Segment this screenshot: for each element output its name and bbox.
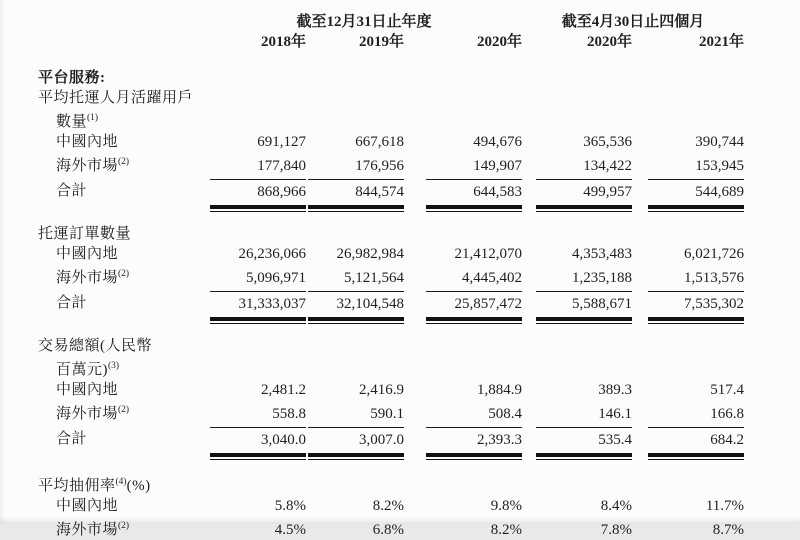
- total-rule: [536, 179, 632, 212]
- table-row: [38, 108, 744, 132]
- total-rule: [210, 427, 306, 460]
- cell-value: [632, 244, 744, 264]
- cell-value: [306, 516, 404, 540]
- data-value: 146.1: [598, 406, 633, 422]
- cell-value: [522, 496, 632, 516]
- section-spacer: [38, 212, 744, 224]
- row-label: 平台服務:: [38, 70, 106, 86]
- row-label: 中國內地: [56, 246, 119, 262]
- table-row: [38, 244, 744, 264]
- cell-value: [306, 244, 404, 264]
- year-column-header: 2021年: [699, 34, 745, 50]
- row-label: 合計: [56, 431, 88, 447]
- empty-cell: [206, 336, 744, 356]
- cell-value: [522, 152, 632, 176]
- total-rule: [308, 427, 404, 460]
- total-rule: [426, 291, 522, 324]
- cell-value: [306, 496, 404, 516]
- cell-value: [206, 516, 306, 540]
- section-spacer: [38, 56, 744, 68]
- data-value: 5,096,971: [246, 270, 306, 286]
- cell-value: [206, 264, 306, 288]
- cell-value: [306, 400, 404, 424]
- data-value: 5,121,564: [344, 270, 404, 286]
- total-value: 499,957: [583, 184, 633, 200]
- total-value: 544,689: [695, 184, 745, 200]
- total-value: 684.2: [710, 432, 745, 448]
- data-value: 7.8%: [600, 522, 633, 538]
- table-row: [38, 336, 744, 356]
- data-value: 21,412,070: [454, 246, 523, 262]
- section-spacer: [38, 460, 744, 472]
- cell-value: [522, 176, 632, 212]
- cell-value: [404, 424, 522, 460]
- data-value: 2,416.9: [359, 382, 404, 398]
- footnote-marker: (1): [87, 113, 99, 123]
- total-value: 25,857,472: [454, 296, 523, 312]
- row-label: 百萬元)$^{(3)}$: [56, 361, 120, 378]
- cell-value: [404, 264, 522, 288]
- data-value: 166.8: [710, 406, 745, 422]
- data-value: 8.4%: [600, 498, 633, 514]
- row-label: 海外市場$^{(2)}$: [56, 405, 130, 422]
- table-row: [38, 152, 744, 176]
- empty-cell: [206, 108, 744, 132]
- table-row: [38, 424, 744, 460]
- cell-value: [206, 380, 306, 400]
- data-value: 149,907: [473, 158, 523, 174]
- cell-value: [404, 152, 522, 176]
- table-row: [38, 400, 744, 424]
- total-rule: [308, 179, 404, 212]
- section-spacer: [38, 324, 744, 336]
- cell-value: [632, 152, 744, 176]
- cell-value: [404, 244, 522, 264]
- total-rule: [426, 179, 522, 212]
- cell-value: [206, 244, 306, 264]
- data-value: 390,744: [695, 134, 745, 150]
- data-value: 153,945: [695, 158, 745, 174]
- footnote-marker: (2): [118, 157, 130, 167]
- data-value: 494,676: [473, 134, 523, 150]
- total-rule: [648, 427, 744, 460]
- cell-value: [522, 288, 632, 324]
- cell-value: [206, 496, 306, 516]
- row-label: 合計: [56, 295, 88, 311]
- cell-value: [206, 400, 306, 424]
- cell-value: [404, 380, 522, 400]
- cell-value: [522, 244, 632, 264]
- total-value: 644,583: [473, 184, 523, 200]
- cell-value: [206, 424, 306, 460]
- data-value: 1,235,188: [572, 270, 633, 286]
- section-spacer-cell: [38, 56, 744, 68]
- table-row: [38, 132, 744, 152]
- table-header: [38, 12, 744, 56]
- data-value: 1,513,576: [684, 270, 745, 286]
- cell-value: [632, 380, 744, 400]
- cell-value: [306, 176, 404, 212]
- total-value: 535.4: [598, 432, 633, 448]
- section-spacer-cell: [38, 460, 744, 472]
- total-value: 868,966: [257, 184, 306, 200]
- data-value: 8.7%: [712, 522, 745, 538]
- footnote-marker: (2): [118, 269, 130, 279]
- table-row: [38, 264, 744, 288]
- column-group-header: 截至4月30日止四個月: [561, 14, 705, 30]
- cell-value: [632, 496, 744, 516]
- header-years-row: [38, 32, 744, 56]
- data-value: 8.2%: [490, 522, 523, 538]
- row-label: 交易總額(人民幣: [38, 338, 152, 354]
- data-value: 4,353,483: [572, 246, 633, 262]
- row-label: 平均抽佣率$^{(4)}$(%): [38, 477, 151, 494]
- total-value: 3,007.0: [359, 432, 404, 448]
- cell-value: [206, 176, 306, 212]
- total-value: 7,535,302: [684, 296, 745, 312]
- data-value: 2,481.2: [261, 382, 306, 398]
- cell-value: [306, 264, 404, 288]
- data-value: 517.4: [710, 382, 745, 398]
- data-value: 134,422: [583, 158, 633, 174]
- data-value: 508.4: [488, 406, 523, 422]
- data-value: 177,840: [257, 158, 306, 174]
- data-value: 389.3: [598, 382, 633, 398]
- cell-value: [632, 264, 744, 288]
- cell-value: [404, 288, 522, 324]
- total-rule: [308, 291, 404, 324]
- cell-value: [404, 132, 522, 152]
- data-value: 4.5%: [274, 522, 306, 538]
- data-value: 590.1: [370, 406, 404, 422]
- total-value: 5,588,671: [572, 296, 633, 312]
- row-label: 海外市場$^{(2)}$: [56, 157, 130, 174]
- column-group-header: 截至12月31日止年度: [296, 14, 432, 30]
- cell-value: [404, 516, 522, 540]
- cell-value: [632, 516, 744, 540]
- section-spacer-cell: [38, 324, 744, 336]
- cell-value: [306, 152, 404, 176]
- cell-value: [404, 400, 522, 424]
- total-value: 844,574: [355, 184, 404, 200]
- total-rule: [536, 291, 632, 324]
- table-row: [38, 516, 744, 540]
- total-rule: [210, 179, 306, 212]
- table-row: [38, 380, 744, 400]
- table-row: [38, 472, 744, 496]
- cell-value: [522, 516, 632, 540]
- data-value: 9.8%: [490, 498, 523, 514]
- footnote-marker: (4): [115, 477, 127, 487]
- data-value: 176,956: [355, 158, 404, 174]
- table-body: [38, 56, 744, 540]
- data-value: 5.8%: [274, 498, 306, 514]
- footnote-marker: (3): [108, 361, 120, 371]
- table-row: [38, 68, 744, 88]
- total-rule: [648, 291, 744, 324]
- data-value: 1,884.9: [477, 382, 523, 398]
- total-rule: [210, 291, 306, 324]
- total-rule: [648, 179, 744, 212]
- row-label: 中國內地: [56, 498, 119, 514]
- empty-cell: [206, 88, 744, 108]
- total-value: 32,104,548: [336, 296, 404, 312]
- cell-value: [306, 288, 404, 324]
- table-row: [38, 88, 744, 108]
- total-rule: [426, 427, 522, 460]
- cell-value: [632, 288, 744, 324]
- table-row: [38, 288, 744, 324]
- cell-value: [306, 132, 404, 152]
- total-value: 3,040.0: [261, 432, 306, 448]
- cell-value: [632, 424, 744, 460]
- row-label: 中國內地: [56, 382, 119, 398]
- total-value: 2,393.3: [477, 432, 523, 448]
- row-label: 海外市場$^{(2)}$: [56, 269, 130, 286]
- cell-value: [206, 288, 306, 324]
- header-spacer-cell: [38, 12, 206, 32]
- empty-cell: [206, 472, 744, 496]
- cell-value: [522, 424, 632, 460]
- data-value: 667,618: [355, 134, 404, 150]
- empty-cell: [206, 224, 744, 244]
- footnote-marker: (2): [118, 521, 130, 531]
- cell-value: [404, 176, 522, 212]
- total-value: 31,333,037: [238, 296, 306, 312]
- cell-value: [306, 424, 404, 460]
- cell-value: [522, 132, 632, 152]
- section-spacer-cell: [38, 212, 744, 224]
- cell-value: [522, 400, 632, 424]
- cell-value: [632, 400, 744, 424]
- header-group-row: [38, 12, 744, 32]
- year-column-header: 2019年: [358, 34, 404, 50]
- data-value: 26,982,984: [336, 246, 404, 262]
- row-label: 平均托運人月活躍用戶: [38, 90, 194, 106]
- row-label: 中國內地: [56, 134, 119, 150]
- data-value: 26,236,066: [238, 246, 306, 262]
- table-row: [38, 356, 744, 380]
- cell-value: [206, 132, 306, 152]
- data-value: 6,021,726: [684, 246, 745, 262]
- cell-value: [632, 176, 744, 212]
- table-row: [38, 496, 744, 516]
- year-column-header: 2018年: [260, 34, 306, 50]
- data-value: 365,536: [583, 134, 633, 150]
- data-value: 6.8%: [372, 522, 404, 538]
- cell-value: [522, 264, 632, 288]
- empty-cell: [206, 356, 744, 380]
- financial-table: [38, 12, 744, 540]
- row-label: 海外市場$^{(2)}$: [56, 521, 130, 538]
- cell-value: [206, 152, 306, 176]
- cell-value: [632, 132, 744, 152]
- data-value: 691,127: [257, 134, 306, 150]
- footnote-marker: (2): [118, 405, 130, 415]
- total-rule: [536, 427, 632, 460]
- empty-cell: [206, 68, 744, 88]
- data-value: 4,445,402: [462, 270, 523, 286]
- data-value: 11.7%: [705, 498, 745, 514]
- data-value: 8.2%: [372, 498, 404, 514]
- cell-value: [522, 380, 632, 400]
- year-column-header: 2020年: [477, 34, 523, 50]
- cell-value: [404, 496, 522, 516]
- row-label: 托運訂單數量: [38, 226, 132, 242]
- year-column-header: 2020年: [587, 34, 633, 50]
- header-spacer-cell: [38, 32, 206, 56]
- row-label: 數量$^{(1)}$: [56, 113, 99, 130]
- table-row: [38, 224, 744, 244]
- data-value: 558.8: [272, 406, 306, 422]
- cell-value: [306, 380, 404, 400]
- table-row: [38, 176, 744, 212]
- row-label: 合計: [56, 183, 88, 199]
